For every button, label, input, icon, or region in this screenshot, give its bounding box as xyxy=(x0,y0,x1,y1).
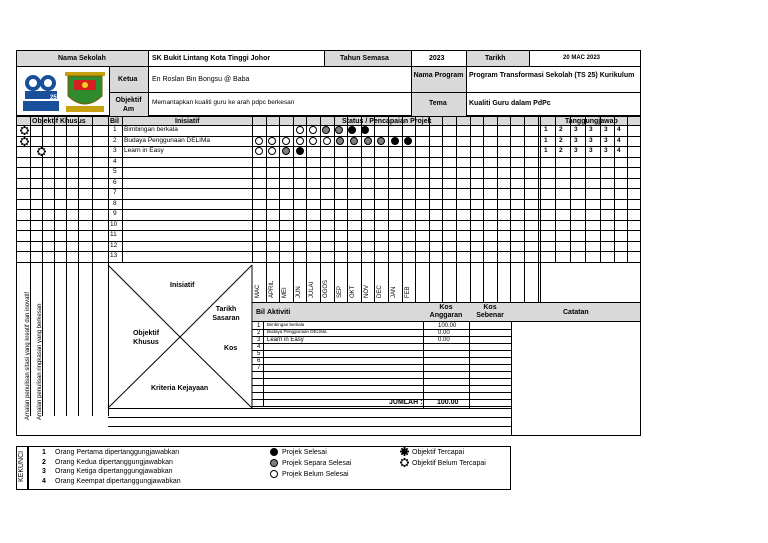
grid-line xyxy=(16,167,641,168)
legend-complete: Projek Selesai xyxy=(282,449,327,456)
status-marker xyxy=(364,137,372,145)
ts25-logo xyxy=(22,69,60,113)
grid-line xyxy=(252,378,511,379)
grid-line xyxy=(92,116,93,416)
row-tanggungjawab: 3 xyxy=(604,147,608,154)
diagram-kriteria: Kriteria Kejayaan xyxy=(151,385,209,392)
kekunci-text: Orang Keempat dipertanggungjawabkan xyxy=(55,477,181,485)
grid-line xyxy=(585,116,586,262)
month-label: NOV xyxy=(363,284,370,298)
logo-text: 25 xyxy=(50,95,57,101)
objective-icon xyxy=(37,147,46,156)
activity-kos: 0.00 xyxy=(438,330,450,336)
tarikh-label: Tarikh xyxy=(485,55,506,62)
status-header: Status / Pencapaian Projek xyxy=(342,118,432,125)
status-marker xyxy=(350,137,358,145)
month-label: FEB xyxy=(404,286,411,298)
activity-bil: 7 xyxy=(257,365,261,371)
status-marker xyxy=(296,126,304,134)
ketua-value: En Roslan Bin Bongsu @ Baba xyxy=(152,76,250,83)
objektif-am-value: Memantapkan kualiti guru ke arah pdpc berkesan xyxy=(152,99,295,106)
row-inisiatif: Learn in Easy xyxy=(124,147,164,154)
row-tanggungjawab: 4 xyxy=(617,126,621,133)
activity-name: Learn in Easy xyxy=(267,337,304,343)
grid-line xyxy=(252,385,511,386)
row-tanggungjawab: 2 xyxy=(559,136,563,144)
grid-line xyxy=(252,321,641,322)
tema-value: Kualiti Guru dalam PdPc xyxy=(469,100,551,107)
grid-line xyxy=(415,116,416,302)
grid-line xyxy=(470,116,471,302)
status-marker xyxy=(323,137,331,145)
grid-line xyxy=(320,116,321,302)
grid-line xyxy=(483,116,484,302)
month-label: APRIL xyxy=(268,280,275,298)
activity-bil: 4 xyxy=(257,344,261,350)
row-tanggungjawab: 1 xyxy=(544,136,548,144)
grid-line xyxy=(16,157,641,158)
act-kos-sebenar-header: Kos Sebenar xyxy=(476,304,504,319)
row-tanggungjawab: 1 xyxy=(544,126,548,133)
activity-kos: 0.00 xyxy=(438,337,450,343)
row-bil: 7 xyxy=(113,189,117,196)
tarikh-value: 20 MAC 2023 xyxy=(563,55,601,61)
diagram-tarikh: Tarikh Sasaran xyxy=(212,306,240,322)
activity-kos: 100.00 xyxy=(438,323,457,329)
grid-line xyxy=(16,209,641,210)
grid-line xyxy=(252,350,511,351)
nama-sekolah-label: Nama Sekolah xyxy=(58,55,106,62)
ketua-label: Ketua xyxy=(118,76,138,83)
row-bil: 6 xyxy=(113,178,117,186)
row-bil: 13 xyxy=(110,252,118,259)
kekunci-text: Orang Pertama dipertanggungjawabkan xyxy=(55,449,180,456)
grid-line xyxy=(600,116,601,262)
status-marker xyxy=(296,147,304,155)
grid-line xyxy=(402,116,403,302)
month-label: DEC xyxy=(377,285,384,298)
grid-line xyxy=(108,417,511,418)
row-bil: 1 xyxy=(113,126,117,133)
row-tanggungjawab: 2 xyxy=(559,147,563,154)
tema-label: Tema xyxy=(429,100,447,107)
inisiatif-header: Inisiatif xyxy=(175,118,200,125)
kekunci-number: 1 xyxy=(42,449,46,456)
row-bil: 10 xyxy=(110,220,118,228)
row-tanggungjawab: 3 xyxy=(604,126,608,133)
row-tanggungjawab: 3 xyxy=(589,126,593,133)
row-bil: 5 xyxy=(113,168,117,175)
month-label: JAN xyxy=(391,286,397,298)
row-tanggungjawab: 3 xyxy=(574,147,578,154)
row-inisiatif: Budaya Penggunaan DELIMa xyxy=(124,136,211,144)
row-bil: 8 xyxy=(113,199,117,207)
month-label: OGOS xyxy=(323,279,329,298)
school-crest xyxy=(64,68,106,114)
status-marker xyxy=(282,137,290,145)
row-bil: 4 xyxy=(113,157,117,165)
row-tanggungjawab: 3 xyxy=(574,126,578,133)
row-tanggungjawab: 4 xyxy=(617,147,621,154)
activity-bil: 5 xyxy=(257,351,261,357)
grid-line xyxy=(252,406,511,407)
legend-incomplete: Projek Belum Selesai xyxy=(282,471,349,478)
objektif-khusus-header: Objektif Khusus xyxy=(32,118,86,125)
objective-icon xyxy=(20,137,29,146)
grid-line xyxy=(252,392,511,393)
legend-obj-achieved: Objektif Tercapai xyxy=(412,449,465,456)
grid-line xyxy=(361,116,362,302)
objective-not-achieved-icon xyxy=(400,458,409,467)
legend-complete-icon xyxy=(270,448,278,456)
diagram-inisiatif: Inisiatif xyxy=(170,282,195,289)
grid-line xyxy=(122,116,123,262)
grid-line xyxy=(252,357,511,358)
legend-incomplete-icon xyxy=(270,470,278,478)
grid-line xyxy=(16,188,641,189)
activity-bil: 6 xyxy=(257,358,261,364)
month-label: SEP xyxy=(336,285,343,298)
grid-line xyxy=(429,116,430,302)
grid-line xyxy=(108,426,511,427)
objektif-am-label: Objektif Am xyxy=(115,97,142,113)
row-inisiatif: Bimbingan berkala xyxy=(124,126,178,133)
legend-obj-not-achieved: Objektif Belum Tercapai xyxy=(412,460,486,467)
grid-line xyxy=(555,116,556,262)
objective-achieved-icon xyxy=(400,447,409,456)
act-aktiviti-header: Aktiviti xyxy=(267,309,291,316)
act-bil-header: Bil xyxy=(256,309,265,316)
tahun-label: Tahun Semasa xyxy=(340,55,389,62)
grid-line xyxy=(374,116,375,302)
activity-bil: 2 xyxy=(257,330,261,336)
legend-partial-icon xyxy=(270,459,278,467)
grid-line xyxy=(306,116,307,302)
status-marker xyxy=(309,126,317,134)
month-label: JULAI xyxy=(309,281,316,298)
jumlah-label: JUMLAH : xyxy=(389,399,423,406)
row-bil: 12 xyxy=(110,241,118,249)
grid-line xyxy=(538,116,539,302)
side-text-b: Amalan penulisan ringkasan yang berkesan xyxy=(37,303,43,420)
tanggungjawab-header: Tanggungjawab xyxy=(565,118,618,125)
objective-icon xyxy=(20,126,29,135)
jumlah-value: 100.00 xyxy=(437,399,459,406)
act-catatan-header: Catatan xyxy=(563,309,589,316)
grid-line xyxy=(442,116,443,302)
grid-line xyxy=(108,408,511,409)
row-bil: 2 xyxy=(113,136,117,144)
row-bil: 11 xyxy=(110,231,117,238)
grid-line xyxy=(252,371,511,372)
grid-line xyxy=(570,116,571,262)
nama-program-value: Program Transformasi Sekolah (TS 25) Kurikulum xyxy=(469,72,635,79)
row-bil: 9 xyxy=(113,210,117,217)
grid-line xyxy=(16,199,641,200)
grid-line xyxy=(497,116,498,302)
kekunci-text: Orang Ketiga dipertanggungjawabkan xyxy=(55,468,173,475)
status-marker xyxy=(377,137,385,145)
grid-line xyxy=(347,116,348,302)
status-marker xyxy=(255,137,263,145)
row-tanggungjawab: 3 xyxy=(574,136,578,144)
activity-name: Bimbingan berkala xyxy=(267,322,305,327)
legend-partial: Projek Separa Selesai xyxy=(282,460,352,467)
kekunci-number: 4 xyxy=(42,477,46,485)
grid-line xyxy=(279,116,280,302)
row-tanggungjawab: 3 xyxy=(589,136,593,144)
grid-line xyxy=(511,302,512,436)
grid-line xyxy=(54,116,55,416)
grid-line xyxy=(16,262,641,263)
row-tanggungjawab: 2 xyxy=(559,126,563,133)
grid-line xyxy=(388,116,389,302)
grid-line xyxy=(16,178,641,179)
grid-line xyxy=(252,343,511,344)
row-tanggungjawab: 1 xyxy=(544,147,548,154)
month-label: OKT xyxy=(350,285,357,298)
row-bil: 3 xyxy=(113,147,117,154)
row-tanggungjawab: 3 xyxy=(589,147,593,154)
activity-name: Budaya Penggunaan DELIMa xyxy=(267,329,327,334)
activity-bil: 3 xyxy=(257,337,261,343)
month-label: MAC xyxy=(255,284,261,298)
month-label: MEI xyxy=(282,287,289,298)
grid-line xyxy=(510,116,511,302)
grid-line xyxy=(627,116,628,262)
status-marker xyxy=(391,137,399,145)
grid-line xyxy=(540,116,541,262)
diagram-objektif: Objektif Khusus xyxy=(132,330,160,346)
diagram-kos: Kos xyxy=(224,345,238,352)
grid-line xyxy=(252,399,511,400)
kekunci-label: KEKUNCI xyxy=(18,450,25,482)
status-marker xyxy=(296,137,304,145)
nama-program-label: Nama Program xyxy=(413,72,464,79)
bil-header: Bil xyxy=(110,118,119,125)
grid-line xyxy=(266,116,267,302)
grid-line xyxy=(456,116,457,302)
status-marker xyxy=(309,137,317,145)
row-tanggungjawab: 4 xyxy=(617,136,621,144)
grid-line xyxy=(334,116,335,302)
status-marker xyxy=(255,147,263,155)
grid-line xyxy=(614,116,615,262)
kekunci-number: 2 xyxy=(42,458,46,466)
month-label: JUN xyxy=(295,286,302,298)
act-kos-anggaran-header: Kos Anggaran xyxy=(429,304,463,319)
grid-line xyxy=(78,116,79,416)
grid-line xyxy=(252,116,253,262)
nama-sekolah-value: SK Bukit Lintang Kota Tinggi Johor xyxy=(152,55,271,62)
grid-line xyxy=(252,364,511,365)
kekunci-number: 3 xyxy=(42,468,46,475)
side-text-a: Amalan penulisan sitasi yang kreatif dan inovatif xyxy=(25,291,31,420)
row-tanggungjawab: 3 xyxy=(604,136,608,144)
grid-line xyxy=(524,116,525,302)
grid-line xyxy=(66,116,67,416)
status-marker xyxy=(322,126,330,134)
activity-bil: 1 xyxy=(257,323,261,329)
grid-line xyxy=(540,262,541,302)
grid-line xyxy=(293,116,294,302)
kekunci-text: Orang Kedua dipertanggungjawabkan xyxy=(55,458,173,466)
tahun-value: 2023 xyxy=(429,55,445,62)
